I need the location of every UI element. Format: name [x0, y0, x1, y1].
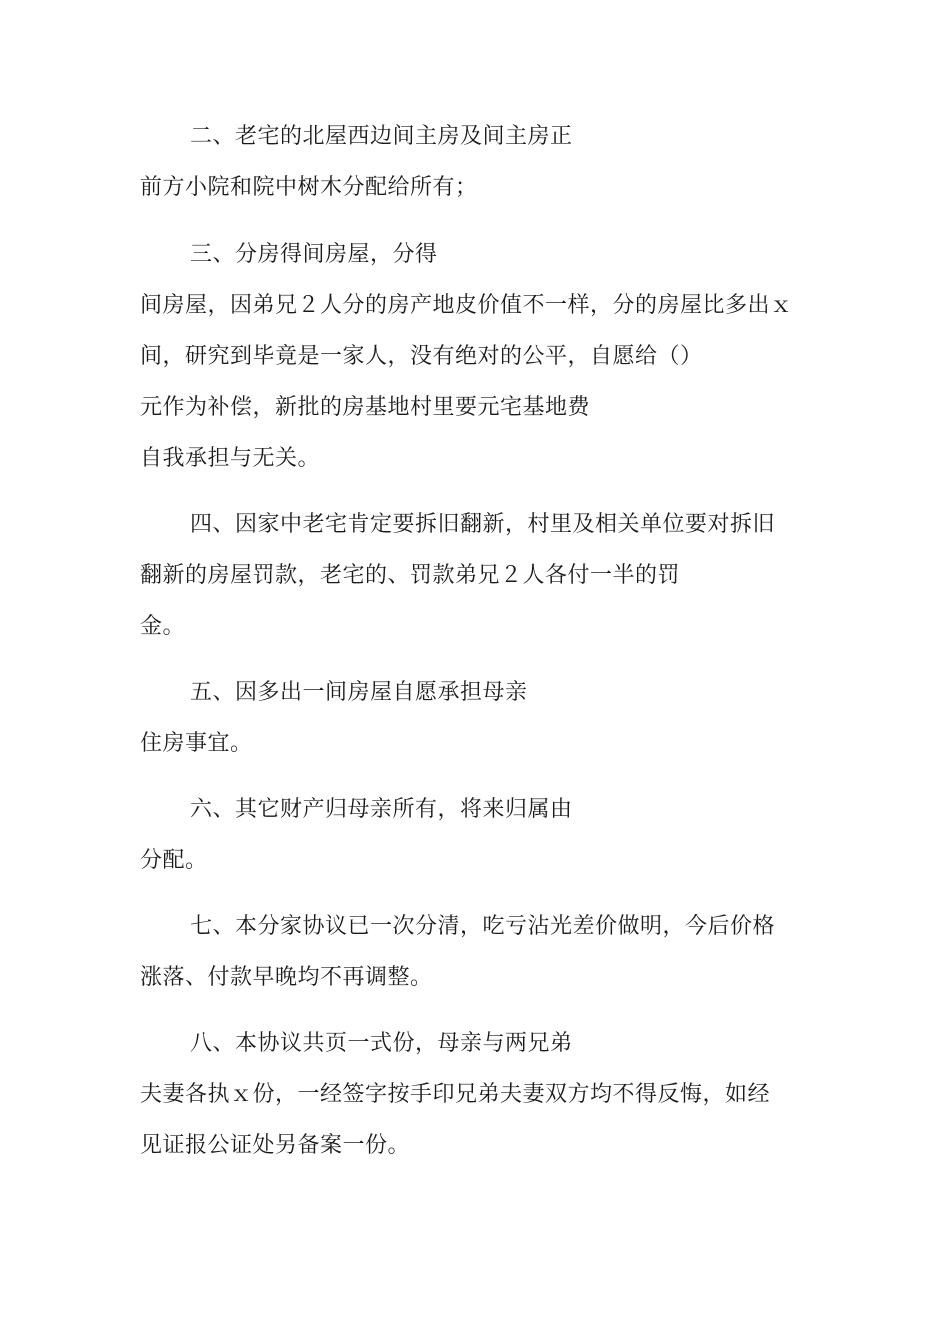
clause-3-line-1: 三、分房得间房屋，分得 [190, 242, 438, 267]
clause-4-line-1: 四、因家中老宅肯定要拆旧翻新，村里及相关单位要对拆旧 [190, 512, 776, 537]
clause-3-line-5: 自我承担与无关。 [140, 446, 321, 471]
clause-6-line-2: 分配。 [140, 848, 208, 873]
clause-7-line-1: 七、本分家协议已一次分清，吃亏沾光差价做明，今后价格 [190, 914, 776, 939]
clause-8-line-3: 见证报公证处另备案一份。 [140, 1133, 411, 1158]
clause-8-line-1: 八、本协议共页一式份，母亲与两兄弟 [190, 1031, 573, 1056]
clause-8-line-2: 夫妻各执ｘ份，一经签字按手印兄弟夫妻双方均不得反悔，如经 [140, 1082, 771, 1107]
clause-7-line-2: 涨落、付款早晚均不再调整。 [140, 965, 433, 990]
clause-3-line-3: 间，研究到毕竟是一家人，没有绝对的公平，自愿给（） [140, 344, 703, 369]
clause-3-line-2: 间房屋，因弟兄２人分的房产地皮价值不一样，分的房屋比多出ｘ [140, 293, 793, 318]
clause-4-line-3: 金。 [140, 614, 186, 639]
clause-2-line-2: 前方小院和院中树木分配给所有； [140, 175, 478, 200]
clause-6-line-1: 六、其它财产归母亲所有，将来归属由 [190, 797, 573, 822]
clause-2-line-1: 二、老宅的北屋西边间主房及间主房正 [190, 124, 573, 149]
clause-5-line-2: 住房事宜。 [140, 731, 253, 756]
clause-4-line-2: 翻新的房屋罚款，老宅的、罚款弟兄２人各付一半的罚 [140, 563, 681, 588]
clause-3-line-4: 元作为补偿，新批的房基地村里要元宅基地费 [140, 395, 591, 420]
clause-5-line-1: 五、因多出一间房屋自愿承担母亲 [190, 680, 528, 705]
